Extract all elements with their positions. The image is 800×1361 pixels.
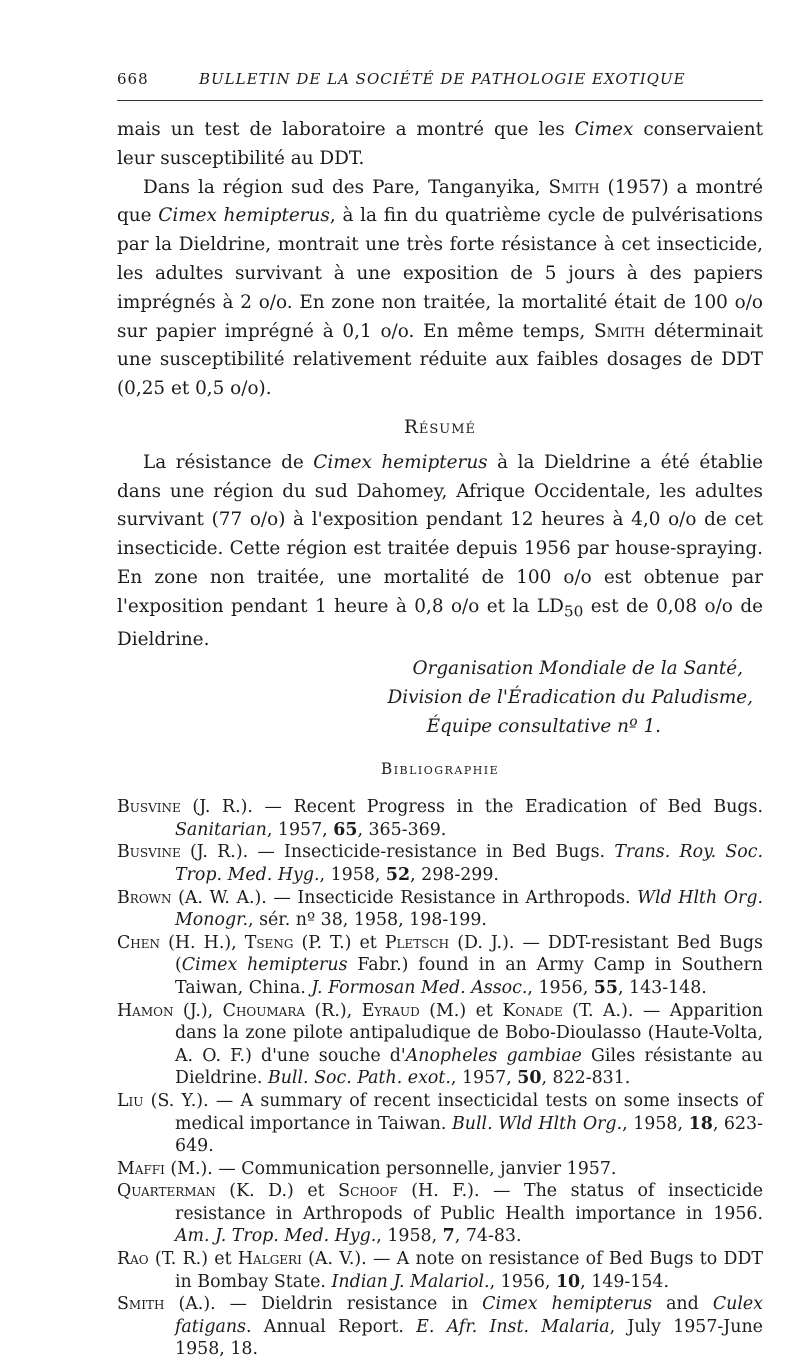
reference-entry: Rao (T. R.) et Halgeri (A. V.). — A note on resistance of Bed Bugs to DDT in Bombay State. Indian J. Malariol., 1956, 10, 149-154. bbox=[117, 1249, 763, 1292]
signature-line: Organisation Mondiale de la Santé, bbox=[412, 658, 743, 680]
reference-entry: Maffi (M.). — Communication personnelle, janvier 1957. bbox=[117, 1158, 617, 1179]
reference-entry: Smith (A.). — Dieldrin resistance in Cimex hemipterus and Culex fatigans. Annual Report. E. Afr. Inst. Malaria, July 1957-June 1958, 18. bbox=[117, 1294, 763, 1360]
article-body bbox=[117, 116, 763, 1361]
reference-entry: Hamon (J.), Choumara (R.), Eyraud (M.) et Konade (T. A.). — Apparition dans la zone pilote antipaludique de Bobo-Dioulasso (Haute-Volta, A. O. F.) d'une souche d'Anopheles gambiae Giles résistante au Dieldrine. Bull. Soc. Path. exot., 1957, 50, 822-831. bbox=[117, 1000, 763, 1089]
signature-block bbox=[117, 655, 763, 741]
resume-paragraph: La résistance de Cimex hemipterus à la Dieldrine a été établie dans une région du sud Dahomey, Afrique Occidentale, les adultes survivant (77 o/o) à l'exposition pendant 12 heures à 4,0 o/o de cet insecticide. Cette région est traitée depuis 1956 par house-spraying. En zone non traitée, une mortalité de 100 o/o est obtenue par l'exposition pendant 1 heure à 0,8 o/o et la $LD_{50}$ est de 0,08 o/o de Dieldrine. bbox=[117, 451, 763, 651]
reference-entry: Quarterman (K. D.) et Schoof (H. F.). — The status of insecticide resistance in Arthropods of Public Health importance in 1956. Am. J. Trop. Med. Hyg., 1958, 7, 74-83. bbox=[117, 1181, 763, 1247]
reference-entry: Busvine (J. R.). — Insecticide-resistance in Bed Bugs. Trans. Roy. Soc. Trop. Med. Hyg., 1958, 52, 298-299. bbox=[117, 842, 764, 885]
signature-line: Équipe consultative nº 1. bbox=[426, 715, 661, 737]
reference-entry: Liu (S. Y.). — A summary of recent insecticidal tests on some insects of medical importance in Taiwan. Bull. Wld Hlth Org., 1958, 18, 623-649. bbox=[117, 1090, 763, 1157]
journal-title: BULLETIN DE LA SOCIÉTÉ DE PATHOLOGIE EXOTIQUE bbox=[199, 70, 686, 88]
bibliography-heading: Bibliographie bbox=[380, 760, 500, 779]
paragraph-2: Dans la région sud des Pare, Tanganyika, Smith (1957) a montré que Cimex hemipterus, à la fin du quatrième cycle de pulvérisations par la Dieldrine, montrait une très forte résistance à cet insecticide, les adultes survivant à une exposition de 5 jours à des papiers imprégnés à 2 o/o. En zone non traitée, la mortalité était de 100 o/o sur papier imprégné à 0,1 o/o. En même temps, Smith déterminait une susceptibilité relativement réduite aux faibles dosages de DDT (0,25 et 0,5 o/o). bbox=[117, 176, 764, 400]
paragraph-1: mais un test de laboratoire a montré que les Cimex conservaient leur susceptibilité au DDT. bbox=[117, 119, 764, 169]
reference-entry: Chen (H. H.), Tseng (P. T.) et Pletsch (D. J.). — DDT-resistant Bed Bugs (Cimex hemipterus Fabr.) found in an Army Camp in Southern Taiwan, China. J. Formosan Med. Assoc., 1956, 55, 143-148. bbox=[117, 932, 763, 998]
resume-heading: Résumé bbox=[404, 416, 476, 438]
reference-entry: Brown (A. W. A.). — Insecticide Resistance in Arthropods. Wld Hlth Org. Monogr., sér. nº 38, 1958, 198-199. bbox=[117, 887, 763, 931]
page-number: 668 bbox=[117, 70, 149, 88]
header-rule bbox=[117, 100, 763, 101]
signature-line: Division de l'Éradication du Paludisme, bbox=[387, 686, 753, 708]
reference-entry: Busvine (J. R.). — Recent Progress in the Eradication of Bed Bugs. Sanitarian, 1957, 65, 365-369. bbox=[117, 797, 763, 840]
